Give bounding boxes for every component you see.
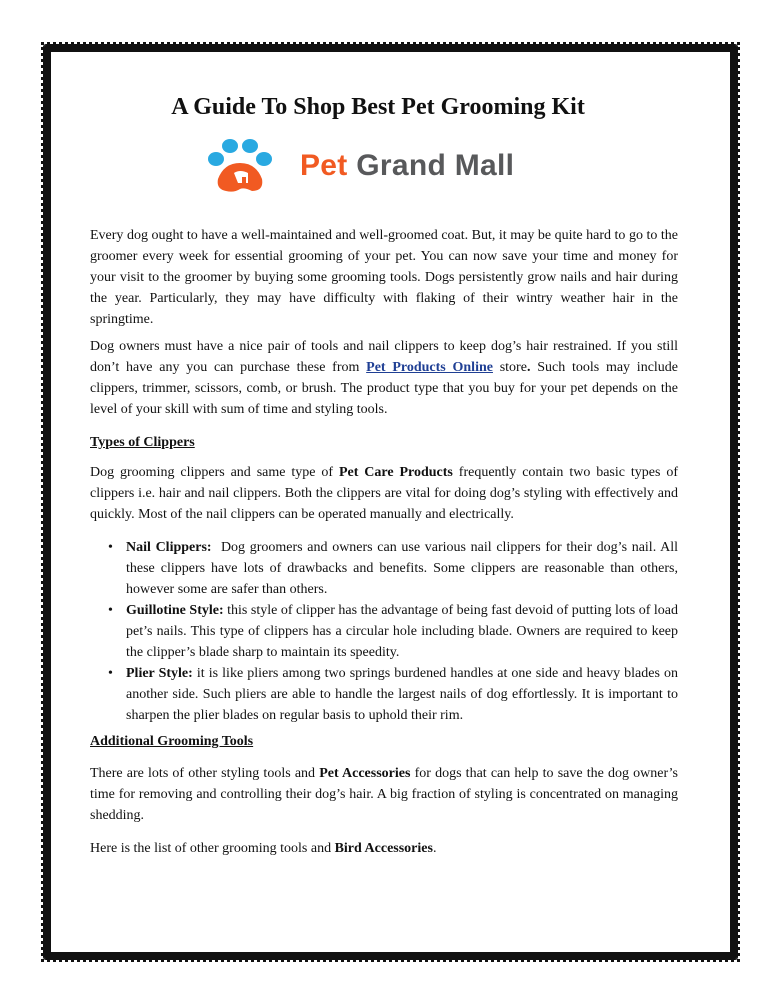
- list-item: [90, 537, 682, 600]
- paragraph-additional-tools: [90, 763, 678, 826]
- bullet-term: Nail Clippers:: [126, 540, 212, 555]
- bullet-icon: •: [108, 540, 113, 555]
- logo-word-grand-mall: Grand Mall: [356, 149, 515, 182]
- paragraph-intro: Every dog ought to have a well-maintained and well-groomed coat. But, it may be quite hard to go to the groomer every week for essential grooming of your pet. You can now save your time and money for your visit to the groomer by buying some grooming tools. Dogs persistently grow nails and hair during the year. Particularly, they may have difficulty with flaking of their wintry weather hair in the springtime.: [90, 228, 678, 327]
- document-title: A Guide To Shop Best Pet Grooming Kit: [171, 94, 585, 120]
- bullet-text: this style of clipper has the advantage of being fast devoid of putting lots of load pet’s nails. This type of clippers has a circular hole including blade. Owners are required to keep the clipper’s blade sharp to maintain its speedity.: [126, 603, 678, 660]
- list-item: [90, 600, 678, 663]
- bold-pet-care-products: Pet Care Products: [338, 465, 453, 480]
- heading-additional-grooming-tools: Additional Grooming Tools: [90, 734, 254, 749]
- bold-pet-accessories: Pet Accessories: [319, 766, 411, 781]
- paragraph-tools: [90, 336, 678, 420]
- heading-types-of-clippers: Types of Clippers: [90, 435, 195, 450]
- document-body: [90, 92, 682, 856]
- bullet-term: Guillotine Style:: [126, 603, 224, 618]
- text-span: store: [492, 360, 527, 375]
- bold-period: .: [526, 360, 531, 375]
- logo-word-pet: Pet: [300, 149, 348, 182]
- text-span: .: [432, 841, 437, 856]
- pet-grand-mall-logo: [204, 137, 564, 199]
- bold-bird-accessories: Bird Accessories: [334, 841, 433, 856]
- clipper-types-list: [90, 537, 682, 726]
- text-span: frequently contain two basic types of clippers i.e. hair and nail clippers. Both the clippers are vital for doing dog’s styling with effectively and quickly. Most of the nail clippers can be operated manually and electrically.: [90, 465, 679, 522]
- bullet-term: Plier Style:: [126, 666, 193, 681]
- text-span: Dog grooming clippers and same type of: [90, 465, 339, 480]
- text-span: Here is the list of other grooming tools and: [90, 841, 335, 856]
- text-span: for dogs that can help to save the dog owner’s time for removing and controlling their dog’s hair. A big fraction of styling is concentrated on managing shedding.: [90, 766, 679, 823]
- paragraph-list-intro: [90, 838, 678, 859]
- text-span: Dog owners must have a nice pair of tools and nail clippers to keep dog’s hair restrained. If you still don’t have any you can purchase these from: [90, 339, 678, 375]
- bullet-text: Dog groomers and owners can use various nail clippers for their dog’s nail. All these clippers have lots of drawbacks and benefits. Some clippers are reasonable than others, however some are safer than others.: [126, 540, 682, 597]
- text-span: There are lots of other styling tools and: [90, 766, 320, 781]
- pet-products-online-link[interactable]: Pet Products Online: [366, 360, 493, 375]
- bullet-icon: •: [108, 603, 113, 618]
- paw-icon: [204, 137, 296, 199]
- list-item: [90, 663, 678, 726]
- bullet-text: it is like pliers among two springs burdened handles at one side and heavy blades on another side. Such pliers are able to handle the largest nails of dog effortlessly. It is important to sharpen the plier blades on regular basis to uphold their rim.: [126, 666, 678, 723]
- bullet-icon: •: [108, 666, 113, 681]
- paragraph-clippers: [90, 462, 678, 525]
- text-span: Such tools may include clippers, trimmer, scissors, comb, or brush. The product type that you buy for your pet depends on the level of your skill with sum of time and styling tools.: [90, 360, 679, 417]
- logo-text: [300, 149, 515, 182]
